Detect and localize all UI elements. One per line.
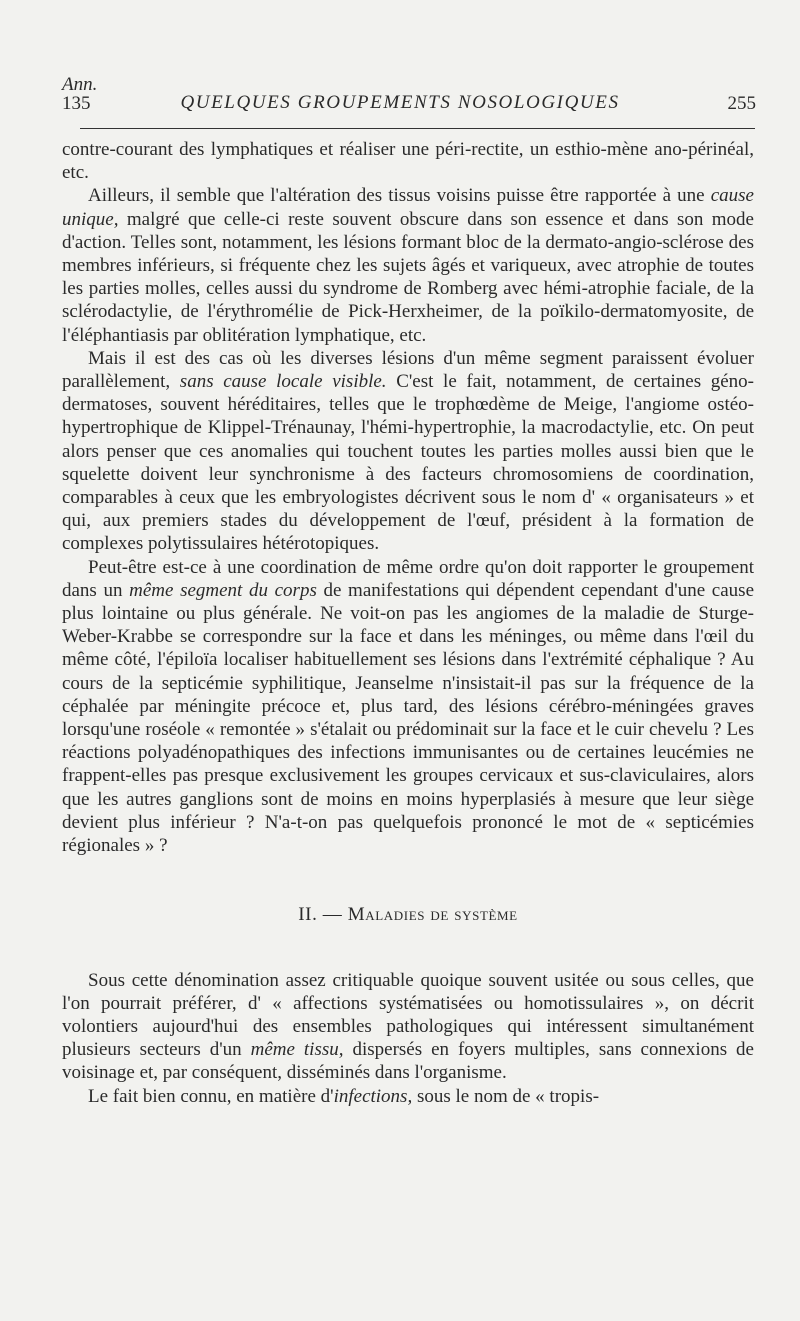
paragraph: Sous cette dénomination assez critiquable quoique souvent usitée ou sous celles, que l'on pourrait préférer, d' « affections systématisées ou homotissulaires », on décrit volontiers aujourd'hui des ensembles pathologiques qui intéressent simultanément plusieurs secteurs d'un même tissu, dispersés en foyers multiples, sans connexions de voisinage et, par conséquent, disséminés dans l'organisme.: [62, 969, 754, 1084]
running-title: QUELQUES GROUPEMENTS NOSOLOGIQUES: [180, 92, 620, 113]
emphasis: même tissu,: [250, 1039, 344, 1061]
paragraph: Le fait bien connu, en matière d'infections, sous le nom de « tropis-: [88, 1085, 600, 1107]
section-number: II. —: [298, 904, 343, 926]
emphasis: même segment du corps: [129, 579, 317, 601]
header-rule: [80, 128, 755, 129]
emphasis: infections,: [333, 1085, 413, 1107]
section-title: Maladies de système: [347, 904, 518, 926]
paragraph: Peut-être est-ce à une coordination de même ordre qu'on doit rapporter le groupement dans un même segment du corps de manifestations qui dépendent cependant d'une cause plus lointaine ou plus générale. Ne voit-on pas les angiomes de la maladie de Sturge-Weber-Krabbe se correspondre sur la face et dans les méninges, ou même dans l'œil du même côté, l'épiloïa localiser habituellement ses lésions dans l'extrémité céphalique ? Au cours de la septicémie syphilitique, Jeanselme n'insistait-il pas sur la fréquence de la céphalée par méningite précoce et, plus tard, des lésions cérébro-méningées graves lorsqu'une roséole « remontée » s'étalait ou prédominait sur la face et le cuir chevelu ? Les réactions polyadénopathiques des infections immunisantes ou de certaines leucémies ne frappent-elles pas presque exclusivement les groupes cervicaux et sus-claviculaires, alors que les autres ganglions sont de moins en moins hyperplasiés à mesure que leur siège devient plus inférieur ? N'a-t-on pas quelquefois prononcé le mot de « septicémies régionales » ?: [62, 556, 754, 857]
section-heading: [62, 903, 754, 926]
emphasis: cause unique,: [62, 185, 754, 230]
body-text: [62, 138, 754, 1108]
handwritten-annotation: Ann.: [62, 74, 98, 95]
page-number: 255: [727, 93, 756, 114]
volume-number: 135: [62, 93, 91, 114]
emphasis: sans cause locale visible.: [179, 371, 387, 393]
paragraph: Mais il est des cas où les diverses lésions d'un même segment paraissent évoluer parallèlement, sans cause locale visible. C'est le fait, notamment, de certaines géno-dermatoses, souvent héréditaires, telles que le trophœdème de Meige, l'angiome ostéo-hypertrophique de Klippel-Trénaunay, l'hémi-hypertrophie, la macrodactylie, etc. On peut alors penser que ces anomalies qui touchent toutes les parties molles aussi bien que le squelette doivent leur synchronisme à des facteurs chromosomiens de coordination, comparables à ceux que les embryologistes décrivent sous le nom d' « organisateurs » et qui, aux premiers stades du développement de l'œuf, président à la formation de complexes polytissulaires hétérotopiques.: [62, 347, 755, 555]
paragraph-continuation: contre-courant des lymphatiques et réaliser une péri-rectite, un esthio-mène ano-périnéal, etc.: [62, 139, 754, 184]
paragraph: Ailleurs, il semble que l'altération des tissus voisins puisse être rapportée à une cause unique, malgré que celle-ci reste souvent obscure dans son essence et dans son mode d'action. Telles sont, notamment, les lésions formant bloc de la dermato-angio-sclérose des membres inférieurs, si fréquente chez les sujets âgés et variqueux, avec atrophie de toutes les parties molles, celles aussi du syndrome de Romberg avec hémi-atrophie faciale, de la sclérodactylie, de l'érythromélie de Pick-Herxheimer, de la poïkilo-dermatomyosite, de l'éléphantiasis par oblitération lymphatique, etc.: [62, 185, 754, 346]
